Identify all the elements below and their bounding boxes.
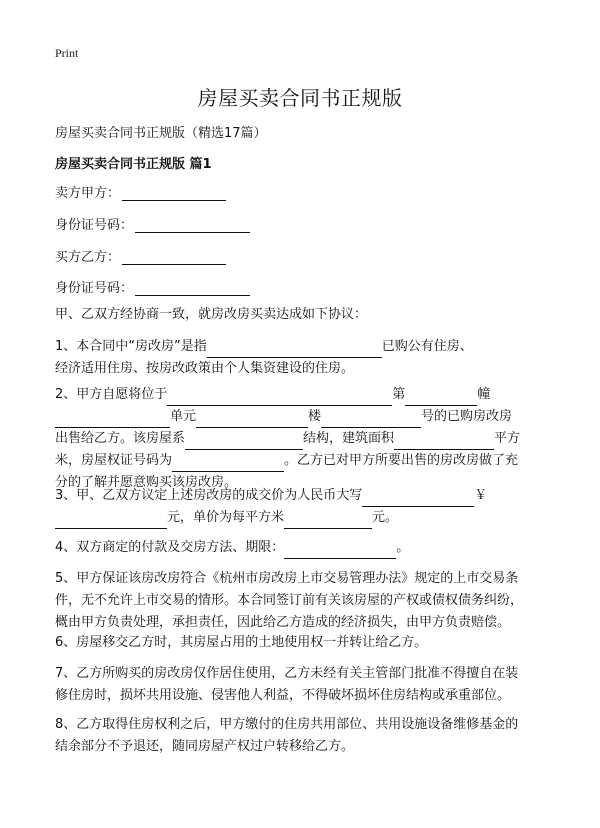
clause2-blank-area xyxy=(394,434,494,450)
clause2-text-h: 结构，建筑面积 xyxy=(303,431,395,446)
clause3-text-d: 元。 xyxy=(372,510,399,525)
clause2-text-i: 平方 xyxy=(494,431,521,446)
clause-6 xyxy=(55,632,550,654)
clause-1 xyxy=(55,336,550,380)
clause7-text-a: 7、乙方所购买的房改房仅作居住使用，乙方未经有关主管部门批准不得擅自在装 xyxy=(55,666,519,681)
seller-id-label: 身份证号码： xyxy=(55,218,134,233)
clause2-blank-location xyxy=(167,390,392,406)
clause2-blank-building xyxy=(405,390,477,406)
clause8-text-b: 结余部分不予退还，随同房屋产权过户转移给乙方。 xyxy=(55,739,355,754)
clause3-blank-price-words xyxy=(362,491,474,507)
intro-paragraph xyxy=(55,304,550,326)
clause-4 xyxy=(55,537,550,559)
clause2-text-b: 第 xyxy=(392,387,406,402)
print-label[interactable]: Print xyxy=(55,46,79,60)
clause2-text-l: 分的了解并愿意购买该房改房。 xyxy=(55,475,238,490)
clause5-text-b: 件，无不允许上市交易的情形。本合同签订前有关该房屋的产权或债权债务纠纷， xyxy=(55,593,524,608)
clause-5 xyxy=(55,568,550,634)
clause8-text-a: 8、乙方取得住房权利之后，甲方缴付的住房共用部位、共用设施设备维修基金的 xyxy=(55,717,519,732)
seller-blank xyxy=(122,186,226,201)
clause5-text-c: 概由甲方负责处理，承担责任，因此给乙方造成的经济损失，由甲方负责赔偿。 xyxy=(55,615,511,630)
section-heading: 房屋买卖合同书正规版 篇1 xyxy=(55,157,212,172)
clause2-text-k: 。乙方已对甲方所要出售的房改房做了充 xyxy=(284,453,519,468)
clause4-blank xyxy=(284,543,396,559)
buyer-label: 买方乙方： xyxy=(55,250,121,265)
clause1-text-c: 经济适用住房、按房改政策由个人集资建设的住房。 xyxy=(55,361,355,376)
buyer-id-field xyxy=(55,277,250,296)
intro-text: 甲、乙双方经协商一致，就房改房买卖达成如下协议： xyxy=(55,307,368,322)
clause3-text-a: 3、甲、乙双方议定上述房改房的成交价为人民币大写 xyxy=(55,488,363,503)
clause3-blank-unit-price xyxy=(284,513,372,529)
seller-id-blank xyxy=(135,218,250,233)
clause4-text-a: 4、双方商定的付款及交房方法、期限： xyxy=(55,540,285,555)
buyer-id-blank xyxy=(135,281,250,296)
clause5-text-a: 5、甲方保证该房改房符合《杭州市房改房上市交易管理办法》规定的上市交易条 xyxy=(55,571,519,586)
clause1-text-b: 已购公有住房、 xyxy=(381,339,473,354)
clause2-text-g: 出售给乙方。该房屋系 xyxy=(55,431,186,446)
clause3-text-b: ￥ xyxy=(474,488,488,503)
clause-8 xyxy=(55,714,550,758)
clause-7 xyxy=(55,663,550,707)
seller-field xyxy=(55,182,226,201)
clause2-blank-structure xyxy=(185,434,303,450)
seller-id-field xyxy=(55,214,250,233)
buyer-blank xyxy=(122,250,226,265)
document-subtitle: 房屋买卖合同书正规版（精选17篇） xyxy=(55,126,267,141)
clause4-text-b: 。 xyxy=(396,540,410,555)
document-title: 房屋买卖合同书正规版 xyxy=(197,86,403,110)
clause1-blank xyxy=(207,342,382,358)
clause6-text: 6、房屋移交乙方时，其房屋占用的土地使用权一并转让给乙方。 xyxy=(55,635,428,650)
clause2-text-j: 米，房屋权证号码为 xyxy=(55,453,173,468)
buyer-field xyxy=(55,246,226,265)
clause2-blank-unit xyxy=(55,412,170,428)
clause2-blank-floor xyxy=(196,412,308,428)
clause-2 xyxy=(55,384,550,494)
seller-label: 卖方甲方： xyxy=(55,186,121,201)
clause2-blank-cert xyxy=(172,456,284,472)
clause1-text-a: 1、本合同中“房改房”是指 xyxy=(55,339,207,354)
clause3-blank-price-number xyxy=(55,513,167,529)
clause2-text-d: 单元 xyxy=(170,409,197,424)
clause2-text-e: 楼 xyxy=(308,409,322,424)
buyer-id-label: 身份证号码： xyxy=(55,281,134,296)
clause2-text-c: 幢 xyxy=(477,387,491,402)
clause7-text-b: 修住房时，损坏共用设施、侵害他人利益，不得破坏损坏住房结构或承重部位。 xyxy=(55,688,511,703)
clause-3 xyxy=(55,485,550,529)
clause2-text-a: 2、甲方自愿将位于 xyxy=(55,387,168,402)
clause3-text-c: 元，单价为每平方米 xyxy=(167,510,285,525)
clause2-blank-number xyxy=(321,412,421,428)
clause2-text-f: 号的已购房改房 xyxy=(421,409,513,424)
